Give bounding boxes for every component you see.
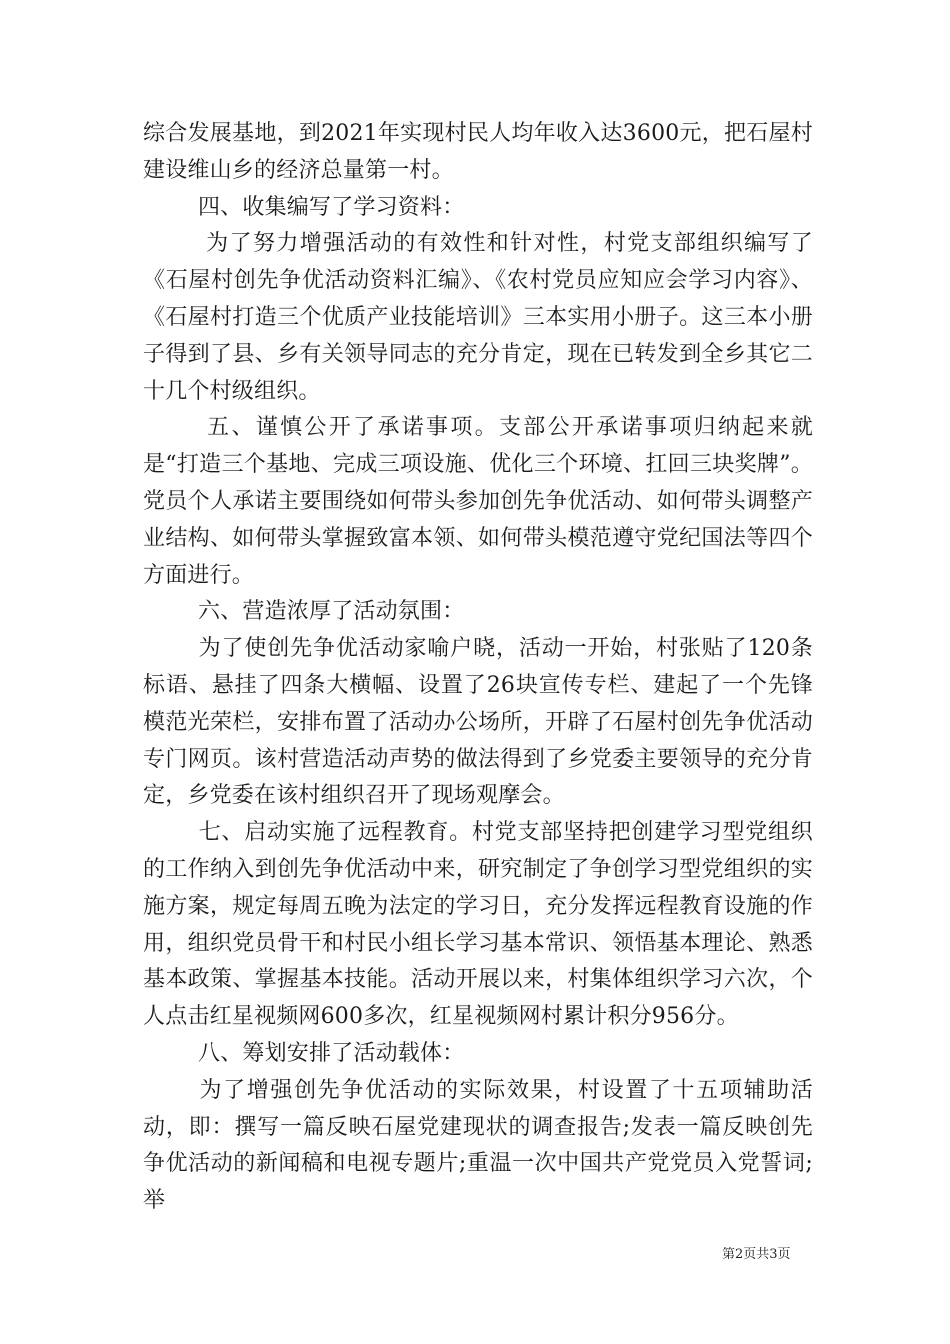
paragraph-text: 为了使创先争优活动家喻户晓，活动一开始，村张贴了120条标语、悬挂了四条大横幅、设置了26块宣传专栏、建起了一个先锋模范光荣栏，安排布置了活动办公场所，开辟了石屋村创先争优活动专门网页。该村营造活动声势的做法得到了乡党委主要领导的充分肯定，乡党委在该村组织召开了现场观摩会。 [143,636,813,809]
section-heading-text: 八、筹划安排了活动载体： [198,1040,465,1066]
page-number: 第2页共3页 [722,1247,791,1262]
section-heading [143,594,813,631]
paragraph-text: 为了努力增强活动的有效性和针对性，村党支部组织编写了《石屋村创先争优活动资料汇编》、《农村党员应知应会学习内容》、《石屋村打造三个优质产业技能培训》三本实用小册子。这三本小册子得到了县、乡有关领导同志的充分肯定，现在已转发到全乡其它二十几个村级组织。 [143,231,813,404]
section-heading [143,1036,813,1073]
section-heading-text: 六、营造浓厚了活动氛围： [198,599,465,625]
paragraph [143,116,813,190]
paragraph [143,410,813,594]
paragraph-text: 五、谨慎公开了承诺事项。支部公开承诺事项归纳起来就是“打造三个基地、完成三项设施、优化三个环境、扛回三块奖牌”。党员个人承诺主要围绕如何带头参加创先争优活动、如何带头调整产业结构、如何带头掌握致富本领、如何带头模范遵守党纪国法等四个方面进行。 [143,415,813,588]
paragraph-text: 综合发展基地，到2021年实现村民人均年收入达3600元，把石屋村建设维山乡的经济总量第一村。 [143,121,813,183]
paragraph-text: 为了增强创先争优活动的实际效果，村设置了十五项辅助活动，即：撰写一篇反映石屋党建现状的调查报告;发表一篇反映创先争优活动的新闻稿和电视专题片;重温一次中国共产党党员入党誓词;举 [143,1077,813,1214]
paragraph [143,1073,813,1220]
paragraph-text: 七、启动实施了远程教育。村党支部坚持把创建学习型党组织的工作纳入到创先争优活动中来，研究制定了争创学习型党组织的实施方案，规定每周五晚为法定的学习日，充分发挥远程教育设施的作用，组织党员骨干和村民小组长学习基本常识、领悟基本理论、熟悉基本政策、掌握基本技能。活动开展以来，村集体组织学习六次，个人点击红星视频网600多次，红星视频网村累计积分956分。 [143,820,813,1030]
document-body [143,116,813,1220]
paragraph [143,226,813,410]
paragraph [143,815,813,1036]
paragraph [143,631,813,815]
section-heading [143,190,813,227]
section-heading-text: 四、收集编写了学习资料： [198,194,465,220]
